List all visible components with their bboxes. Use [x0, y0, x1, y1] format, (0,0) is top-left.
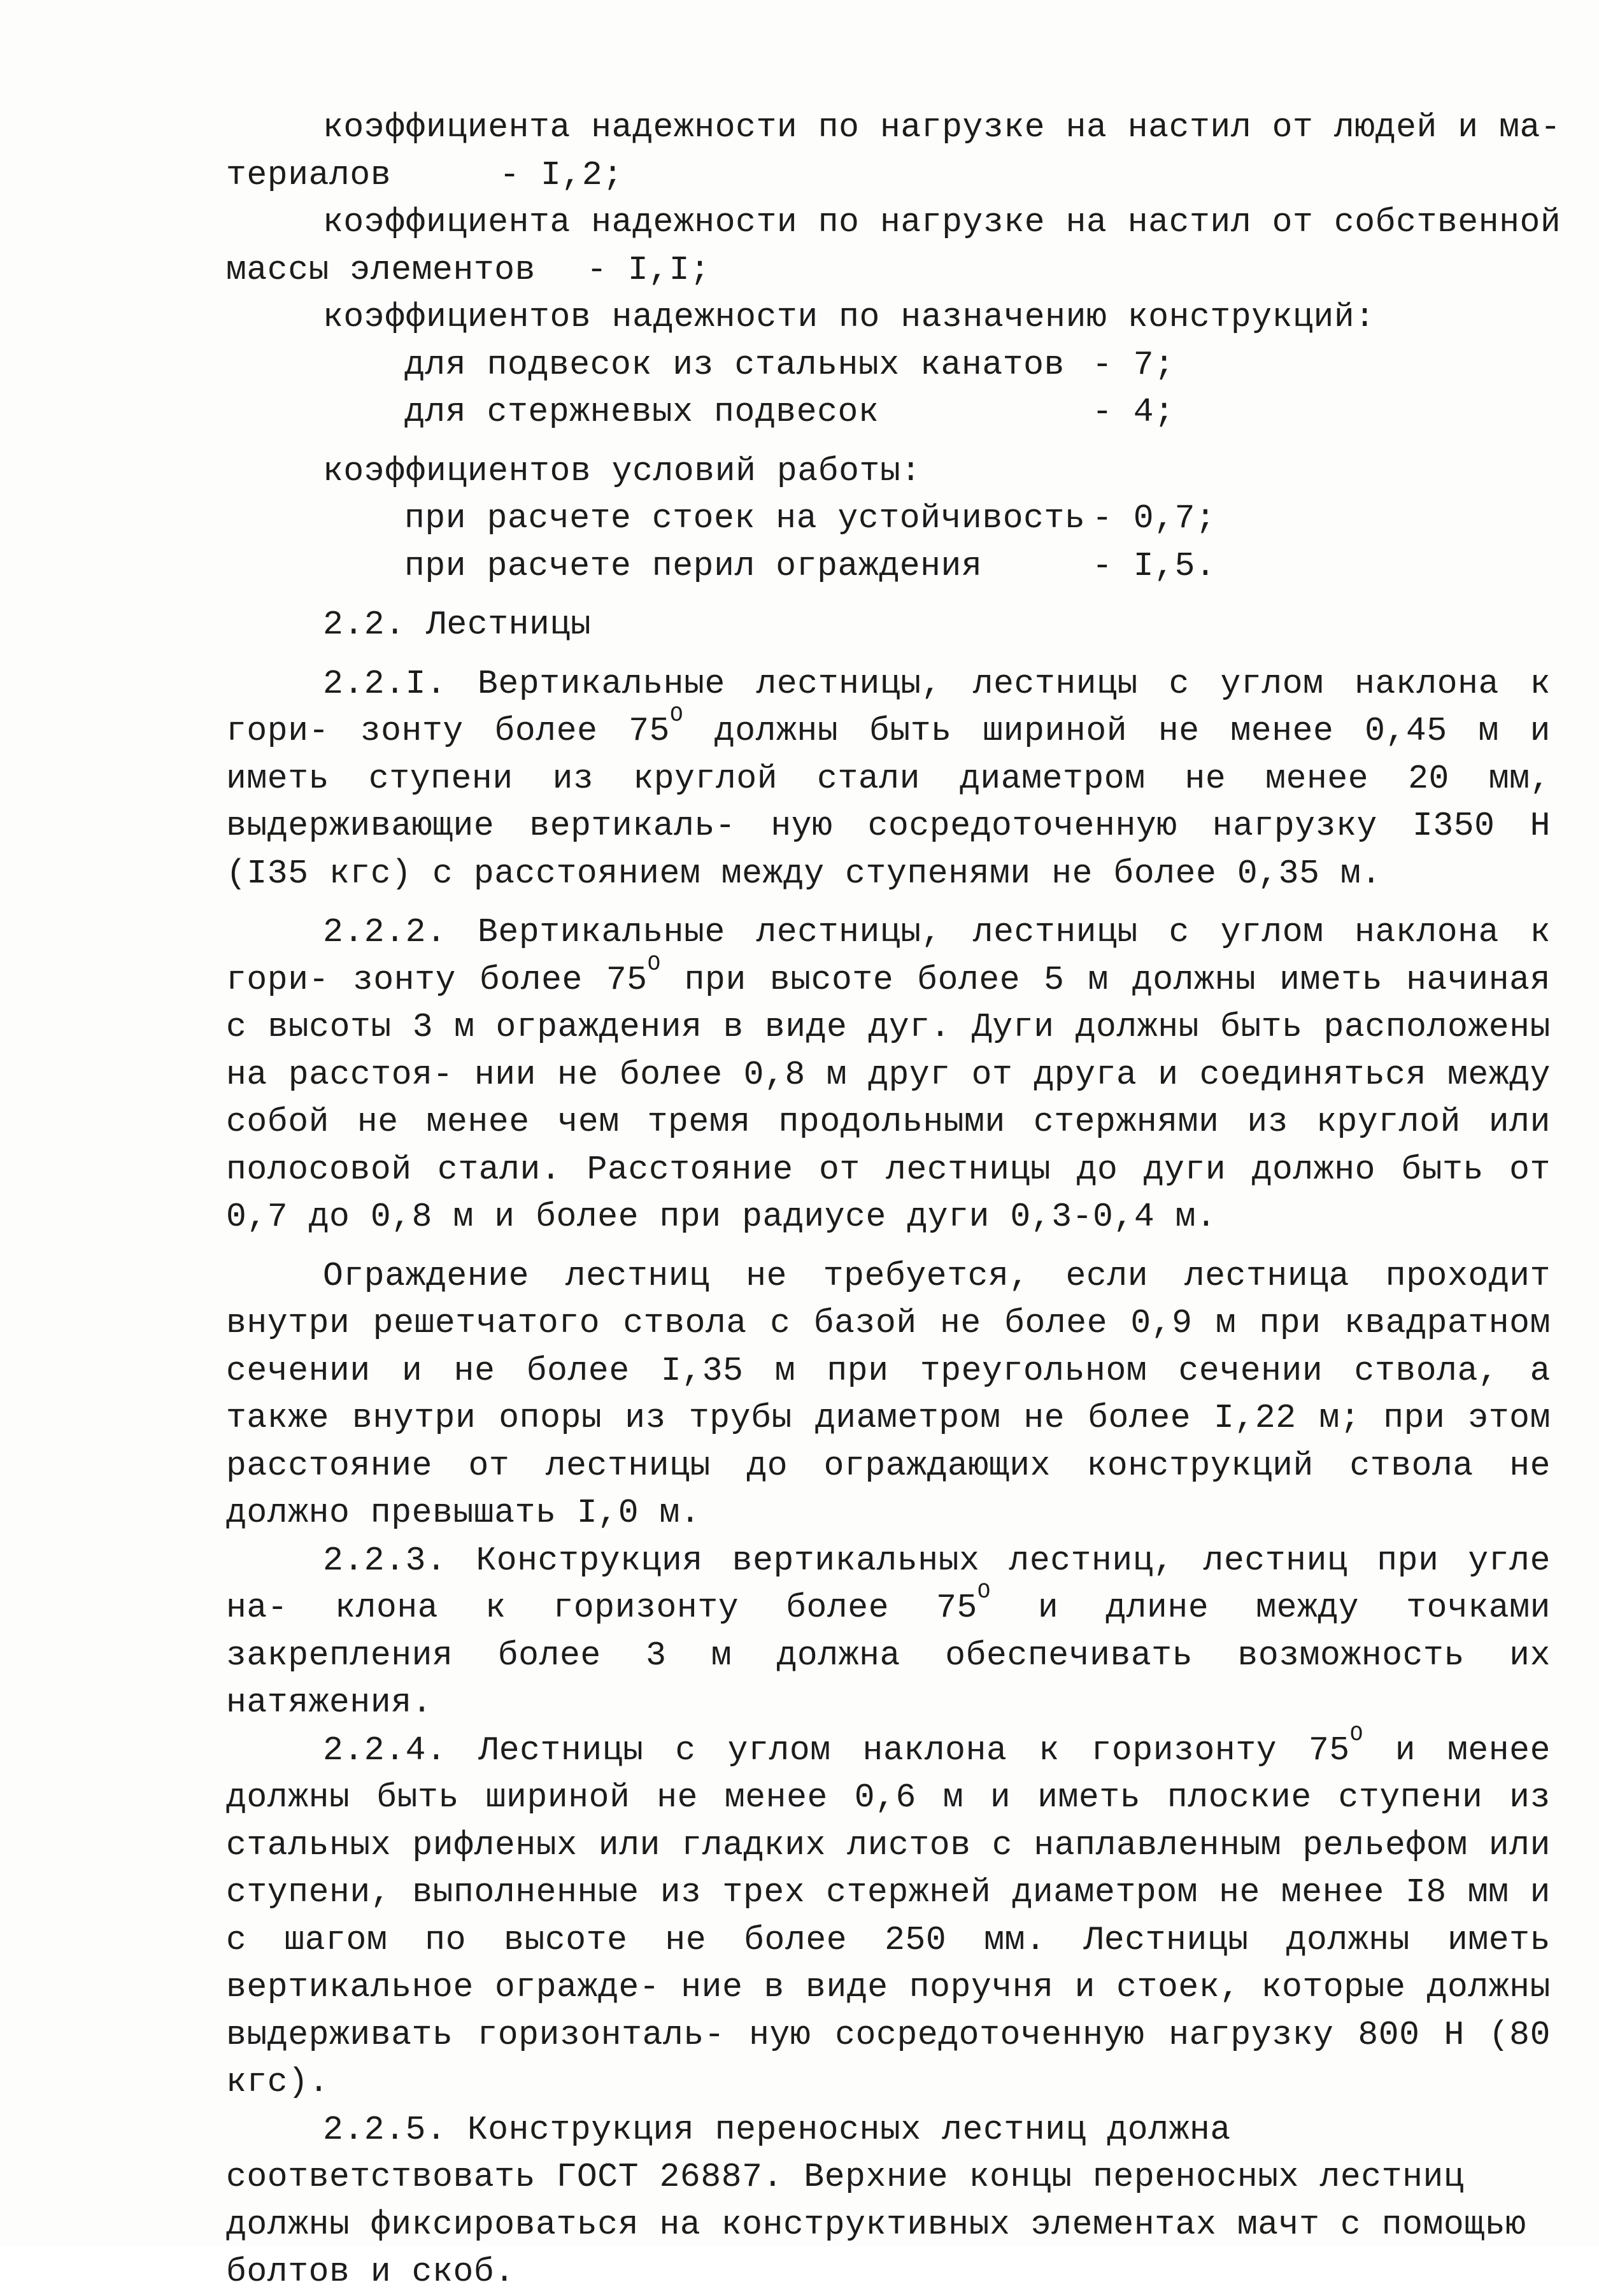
- coef-item-label: при расчете стоек на устойчивость: [404, 499, 1086, 537]
- coef-text-1: коэффициента надежности по нагрузке на настил от людей и ма-: [323, 108, 1561, 146]
- p224-text-a: 2.2.4. Лестницы с углом наклона к горизонту 75: [323, 1731, 1350, 1769]
- coef-item-label: при расчете перил ограждения: [404, 546, 983, 585]
- paragraph-fence-exception: [226, 1252, 1551, 1537]
- coef-value-4: - I,I;: [586, 250, 711, 289]
- coef-line-8: [226, 448, 1551, 495]
- coef-item-railings: [226, 542, 1551, 590]
- degree-mark: О: [1349, 1722, 1363, 1747]
- paragraph-2-2-1: [226, 660, 1551, 898]
- p223-text-b: и длине между точками закрепления более 3 м должна обеспечивать возможность их натяжения.: [226, 1589, 1551, 1722]
- p221-text-a: 2.2.I. Вертикальные лестницы, лестницы с углом наклона к гори- зонту более 75: [226, 664, 1551, 750]
- coef-item-rods: [226, 388, 1551, 436]
- paragraph-2-2-3: [226, 1537, 1551, 1727]
- coef-value-2: - I,2;: [499, 155, 623, 194]
- coef-item-label: для подвесок из стальных канатов: [404, 345, 1065, 384]
- p222-text-a: 2.2.2. Вертикальные лестницы, лестницы с углом наклона к гори- зонту более 75: [226, 913, 1551, 999]
- p225-text: 2.2.5. Конструкция переносных лестниц должна соответствовать ГОСТ 26887. Верхние концы переносных лестниц должны фиксироваться на конструктивных элементах мачт с помощью болтов и скоб.: [226, 2110, 1526, 2291]
- coef-line-2: [226, 152, 1551, 199]
- coef-item-ropes: [226, 341, 1551, 389]
- p223-text-a: 2.2.3. Конструкция вертикальных лестниц, лестниц при угле на- клона к горизонту более 75: [226, 1541, 1551, 1627]
- coef-item-value: - 0,7;: [1092, 499, 1216, 537]
- p222-text-b: при высоте более 5 м должны иметь начиная с высоты 3 м ограждения в виде дуг. Дуги должны быть расположены на расстоя- нии не более 0,8 м друг от друга и соединяться между собой не менее чем тремя продольными стержнями из круглой или полосовой стали. Расстояние от лестницы до дуги должно быть от 0,7 до 0,8 м и более при радиусе дуги 0,3-0,4 м.: [226, 960, 1551, 1236]
- section-heading: [226, 601, 1551, 649]
- p222b-text: Ограждение лестниц не требуется, если лестница проходит внутри решетчатого ствола с базой не более 0,9 м при квадратном сечении и не более I,35 м при треугольном сечении ствола, а также внутри опоры из трубы диаметром не более I,22 м; при этом расстояние от лестницы до ограждающих конструкций ствола не должно превышать I,0 м.: [226, 1256, 1551, 1532]
- p221-text-b: должны быть шириной не менее 0,45 м и иметь ступени из круглой стали диаметром не менее 20 мм, выдерживающие вертикаль- ную сосредоточенную нагрузку I350 Н (I35 кгс) с расстоянием между ступенями не более 0,35 м.: [226, 712, 1551, 893]
- page-content: [226, 104, 1561, 2296]
- coef-line-1: [226, 104, 1561, 152]
- degree-mark: О: [647, 952, 661, 977]
- p224-text-b: и менее должны быть шириной не менее 0,6 м и иметь плоские ступени из стальных рифленых или гладких листов с наплавленным рельефом или ступени, выполненные из трех стержней диаметром не менее I8 мм и с шагом по высоте не более 250 мм. Лестницы должны иметь вертикальное огражде- ние в виде поручня и стоек, которые должны выдерживать горизонталь- ную сосредоточенную нагрузку 800 Н (80 кгс).: [226, 1731, 1551, 2101]
- coef-text-8: коэффициентов условий работы:: [323, 451, 921, 490]
- coef-line-5: [226, 294, 1551, 341]
- coef-text-3: коэффициента надежности по нагрузке на настил от собственной: [323, 203, 1561, 241]
- paragraph-2-2-4: [226, 1722, 1551, 2106]
- coef-item-value: - 7;: [1092, 345, 1175, 384]
- coef-text-5: коэффициентов надежности по назначению конструкций:: [323, 298, 1375, 336]
- coef-text-2a: териалов: [226, 155, 392, 194]
- coef-line-3: [226, 199, 1561, 246]
- coef-item-value: - I,5.: [1092, 546, 1216, 585]
- coef-text-4a: массы элементов: [226, 250, 536, 289]
- coef-item-label: для стержневых подвесок: [404, 393, 879, 431]
- paragraph-2-2-2: [226, 909, 1551, 1241]
- degree-mark: О: [670, 704, 684, 728]
- coef-line-4: [226, 246, 1551, 294]
- coef-item-value: - 4;: [1092, 393, 1175, 431]
- paragraph-2-2-5: [226, 2106, 1551, 2296]
- coef-item-stability: [226, 495, 1551, 542]
- section-heading-text: 2.2. Лестницы: [323, 606, 592, 644]
- degree-mark: О: [977, 1580, 991, 1605]
